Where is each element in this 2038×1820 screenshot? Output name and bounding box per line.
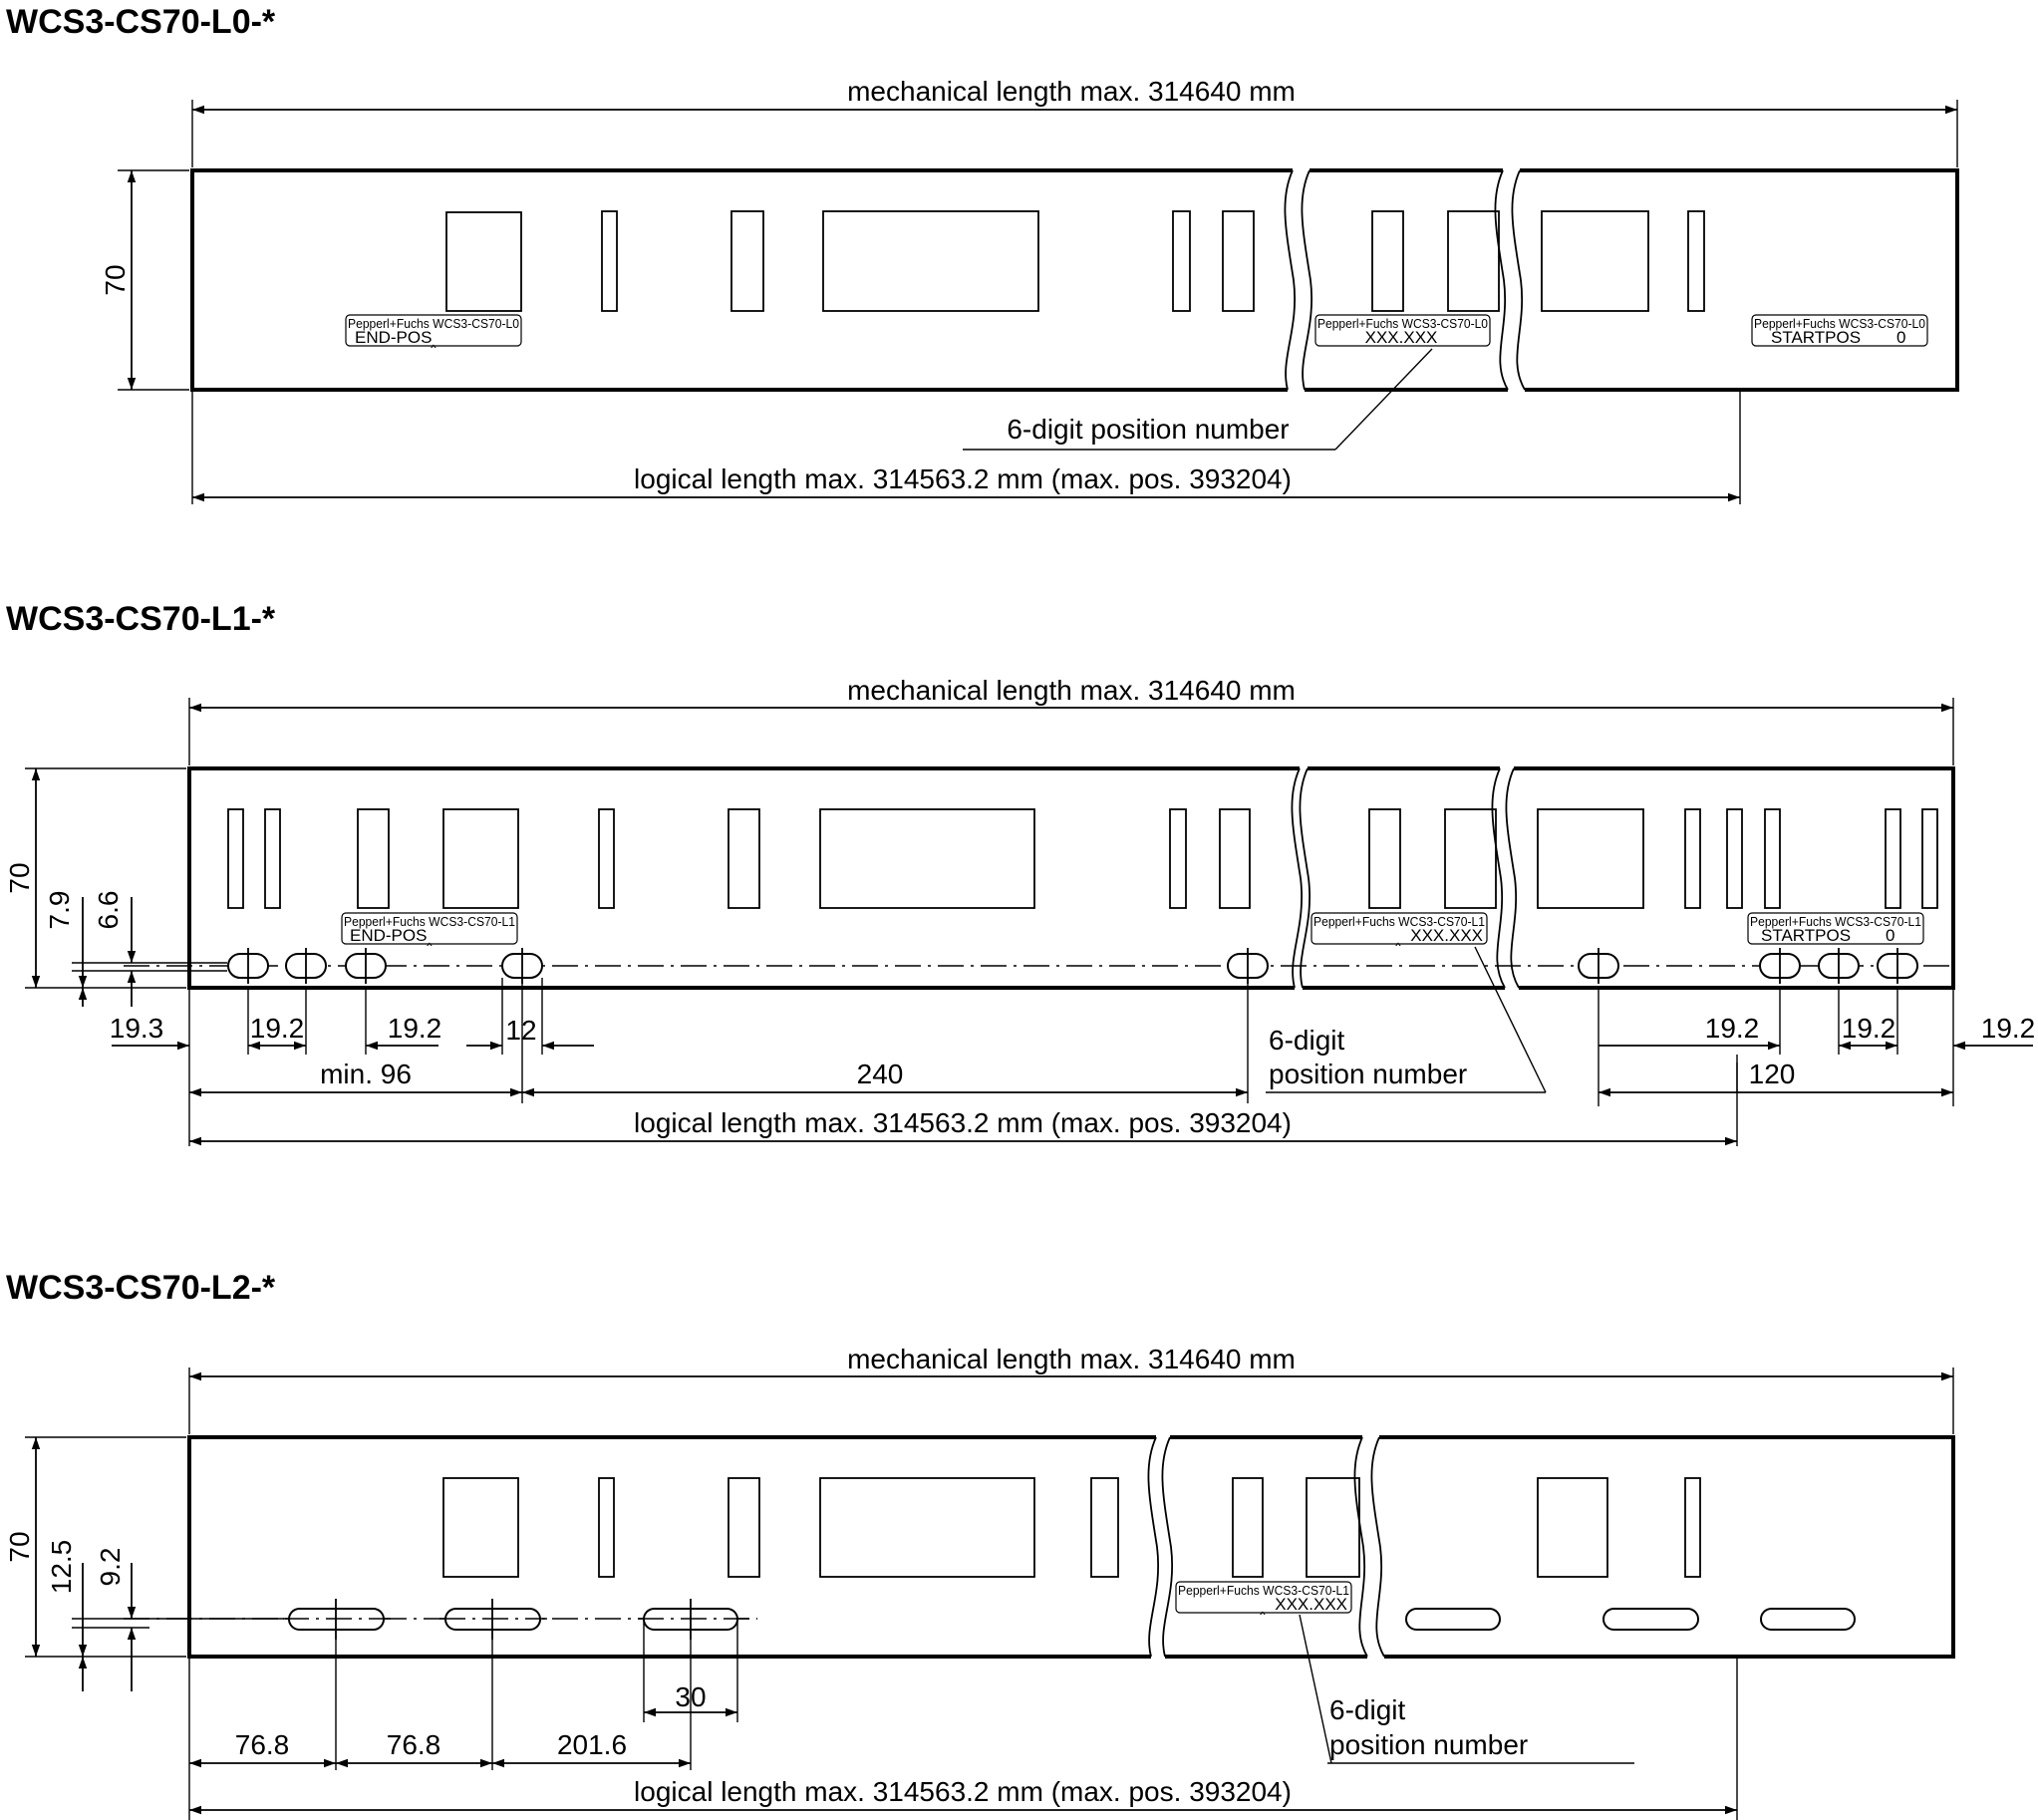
caret-marker: ‸ xyxy=(1260,1596,1266,1615)
code-window xyxy=(1220,809,1250,908)
position-value-text: XXX.XXX xyxy=(1275,1595,1347,1614)
caret-marker: ‸ xyxy=(1395,927,1401,946)
brand-label: Pepperl+Fuchs WCS3-CS70-L0 xyxy=(1754,317,1926,331)
start-pos-text: STARTPOS xyxy=(1761,926,1852,945)
mounting-slot xyxy=(638,1599,757,1640)
dimension-label: 19.3 xyxy=(109,1013,164,1044)
dimension-label: 7.9 xyxy=(44,890,75,930)
start-pos-label-plate xyxy=(1752,315,1927,347)
code-window xyxy=(820,1478,1034,1577)
code-window xyxy=(602,211,617,311)
section-l1-title: WCS3-CS70-L1-* xyxy=(6,600,276,638)
section-l2 xyxy=(4,1269,1953,1820)
code-window xyxy=(1727,809,1742,908)
code-window xyxy=(1223,211,1254,311)
end-pos-text: END-POS xyxy=(350,926,428,945)
callout-text-line1: 6-digit xyxy=(1269,1025,1345,1056)
section-l1 xyxy=(4,600,2035,1146)
logical-length-label: logical length max. 314563.2 mm (max. pos. 393204) xyxy=(634,463,1292,494)
section-l2-title: WCS3-CS70-L2-* xyxy=(6,1269,276,1307)
code-window xyxy=(820,809,1034,908)
dimension-label: 19.2 xyxy=(249,1013,305,1044)
dimension-label: 240 xyxy=(856,1059,904,1089)
break-line xyxy=(1371,1437,1384,1657)
dimension-label: 76.8 xyxy=(386,1729,441,1760)
break-line xyxy=(1512,170,1525,390)
break-line xyxy=(1506,768,1519,988)
code-window xyxy=(1170,809,1186,908)
code-window xyxy=(228,809,243,908)
code-strip-left xyxy=(192,170,1293,390)
code-window xyxy=(823,211,1038,311)
caret-marker: ‸ xyxy=(427,927,433,946)
dimension-label: 19.2 xyxy=(1704,1013,1760,1044)
end-pos-label-plate xyxy=(346,315,521,349)
code-window xyxy=(1369,809,1400,908)
code-windows xyxy=(446,211,1704,311)
code-window xyxy=(1307,1478,1359,1577)
break-line xyxy=(1492,768,1505,988)
break-line xyxy=(1354,1437,1367,1657)
logical-length-label: logical length max. 314563.2 mm (max. pos. 393204) xyxy=(634,1776,1292,1807)
mechanical-length-label: mechanical length max. 314640 mm xyxy=(847,1344,1296,1374)
code-window xyxy=(1233,1478,1263,1577)
code-window xyxy=(728,809,759,908)
code-window xyxy=(446,212,521,311)
callout-text-line2: position number xyxy=(1329,1729,1529,1760)
code-window xyxy=(1886,809,1900,908)
mounting-slot xyxy=(1761,1609,1855,1630)
dimension-label: 6.6 xyxy=(93,890,124,930)
mounting-hole xyxy=(1760,948,1800,984)
code-window xyxy=(1542,211,1648,311)
code-window xyxy=(1448,211,1499,311)
break-line xyxy=(1162,1437,1172,1657)
code-window xyxy=(1538,1478,1607,1577)
end-pos-text: END-POS xyxy=(355,328,433,347)
code-window xyxy=(1922,809,1937,908)
mounting-hole xyxy=(346,948,386,984)
start-pos-label-plate xyxy=(1748,913,1923,945)
code-window xyxy=(1372,211,1403,311)
callout-text-line1: 6-digit xyxy=(1329,1694,1406,1725)
position-value-text: XXX.XXX xyxy=(1410,926,1483,945)
section-l0-title: WCS3-CS70-L0-* xyxy=(6,3,276,41)
brand-label: Pepperl+Fuchs WCS3-CS70-L1 xyxy=(1750,915,1922,929)
brand-label: Pepperl+Fuchs WCS3-CS70-L0 xyxy=(1317,317,1489,331)
mechanical-length-label: mechanical length max. 314640 mm xyxy=(847,76,1296,107)
callout-text: 6-digit position number xyxy=(1007,414,1290,445)
code-window xyxy=(1445,809,1496,908)
start-pos-text: STARTPOS xyxy=(1771,328,1862,347)
code-window xyxy=(599,809,614,908)
code-windows xyxy=(228,809,1937,908)
callout-leader xyxy=(1475,947,1546,1092)
code-window xyxy=(1685,809,1700,908)
dimension-label: 120 xyxy=(1748,1059,1796,1089)
code-window xyxy=(265,809,280,908)
code-window xyxy=(599,1478,614,1577)
dimension-label: 12.5 xyxy=(46,1539,77,1595)
code-window xyxy=(1688,211,1704,311)
code-window xyxy=(731,211,763,311)
code-window xyxy=(1685,1478,1700,1577)
callout-text-line2: position number xyxy=(1269,1059,1468,1089)
code-window xyxy=(443,809,518,908)
start-pos-value: 0 xyxy=(1886,926,1895,945)
mounting-hole xyxy=(228,948,268,984)
code-window xyxy=(1538,809,1643,908)
logical-length-label: logical length max. 314563.2 mm (max. pos. 393204) xyxy=(634,1107,1292,1138)
brand-label: Pepperl+Fuchs WCS3-CS70-L1 xyxy=(1178,1584,1350,1598)
dimension-label: min. 96 xyxy=(320,1059,412,1089)
brand-label: Pepperl+Fuchs WCS3-CS70-L1 xyxy=(1313,915,1486,929)
position-label-plate xyxy=(1176,1582,1351,1616)
mounting-hole xyxy=(1579,948,1618,984)
code-windows xyxy=(443,1478,1700,1577)
height-label: 70 xyxy=(4,1531,35,1563)
break-line xyxy=(1285,170,1295,390)
dimension-label: 76.8 xyxy=(234,1729,290,1760)
code-window xyxy=(1765,809,1780,908)
position-value-text: XXX.XXX xyxy=(1364,328,1438,347)
height-label: 70 xyxy=(4,862,35,894)
code-window xyxy=(1091,1478,1118,1577)
brand-label: Pepperl+Fuchs WCS3-CS70-L0 xyxy=(348,317,520,331)
dimension-label: 19.2 xyxy=(387,1013,442,1044)
mounting-hole xyxy=(1819,948,1859,984)
mounting-hole xyxy=(1878,948,1917,984)
mounting-slots xyxy=(283,1599,1855,1640)
mounting-slot xyxy=(439,1599,547,1640)
dimension-label: 30 xyxy=(675,1681,707,1712)
mounting-slot xyxy=(283,1599,391,1640)
code-window xyxy=(1173,211,1190,311)
dimension-label: 12 xyxy=(505,1015,537,1046)
start-pos-value: 0 xyxy=(1896,328,1906,347)
position-label-plate xyxy=(1315,315,1490,347)
dimension-label: 19.2 xyxy=(1980,1013,2036,1044)
break-line xyxy=(1302,170,1311,390)
dimension-label: 19.2 xyxy=(1841,1013,1896,1044)
break-line xyxy=(1495,170,1508,390)
section-l0 xyxy=(6,3,1957,504)
mounting-hole xyxy=(286,948,326,984)
dimension-label: 201.6 xyxy=(556,1729,628,1760)
break-line xyxy=(1148,1437,1158,1657)
dimension-label: 9.2 xyxy=(95,1547,126,1587)
mechanical-length-label: mechanical length max. 314640 mm xyxy=(847,675,1296,706)
height-label: 70 xyxy=(100,264,131,296)
position-label-plate xyxy=(1311,913,1487,947)
end-pos-label-plate xyxy=(342,913,517,947)
code-window xyxy=(443,1478,518,1577)
code-window xyxy=(728,1478,759,1577)
callout-leader xyxy=(1300,1615,1331,1763)
code-strip-right xyxy=(1520,170,1957,390)
caret-marker: ‸ xyxy=(431,329,437,348)
mounting-slot xyxy=(1406,1609,1500,1630)
mounting-slot xyxy=(1603,1609,1698,1630)
code-window xyxy=(358,809,389,908)
callout-leader xyxy=(1335,349,1432,450)
brand-label: Pepperl+Fuchs WCS3-CS70-L1 xyxy=(344,915,516,929)
